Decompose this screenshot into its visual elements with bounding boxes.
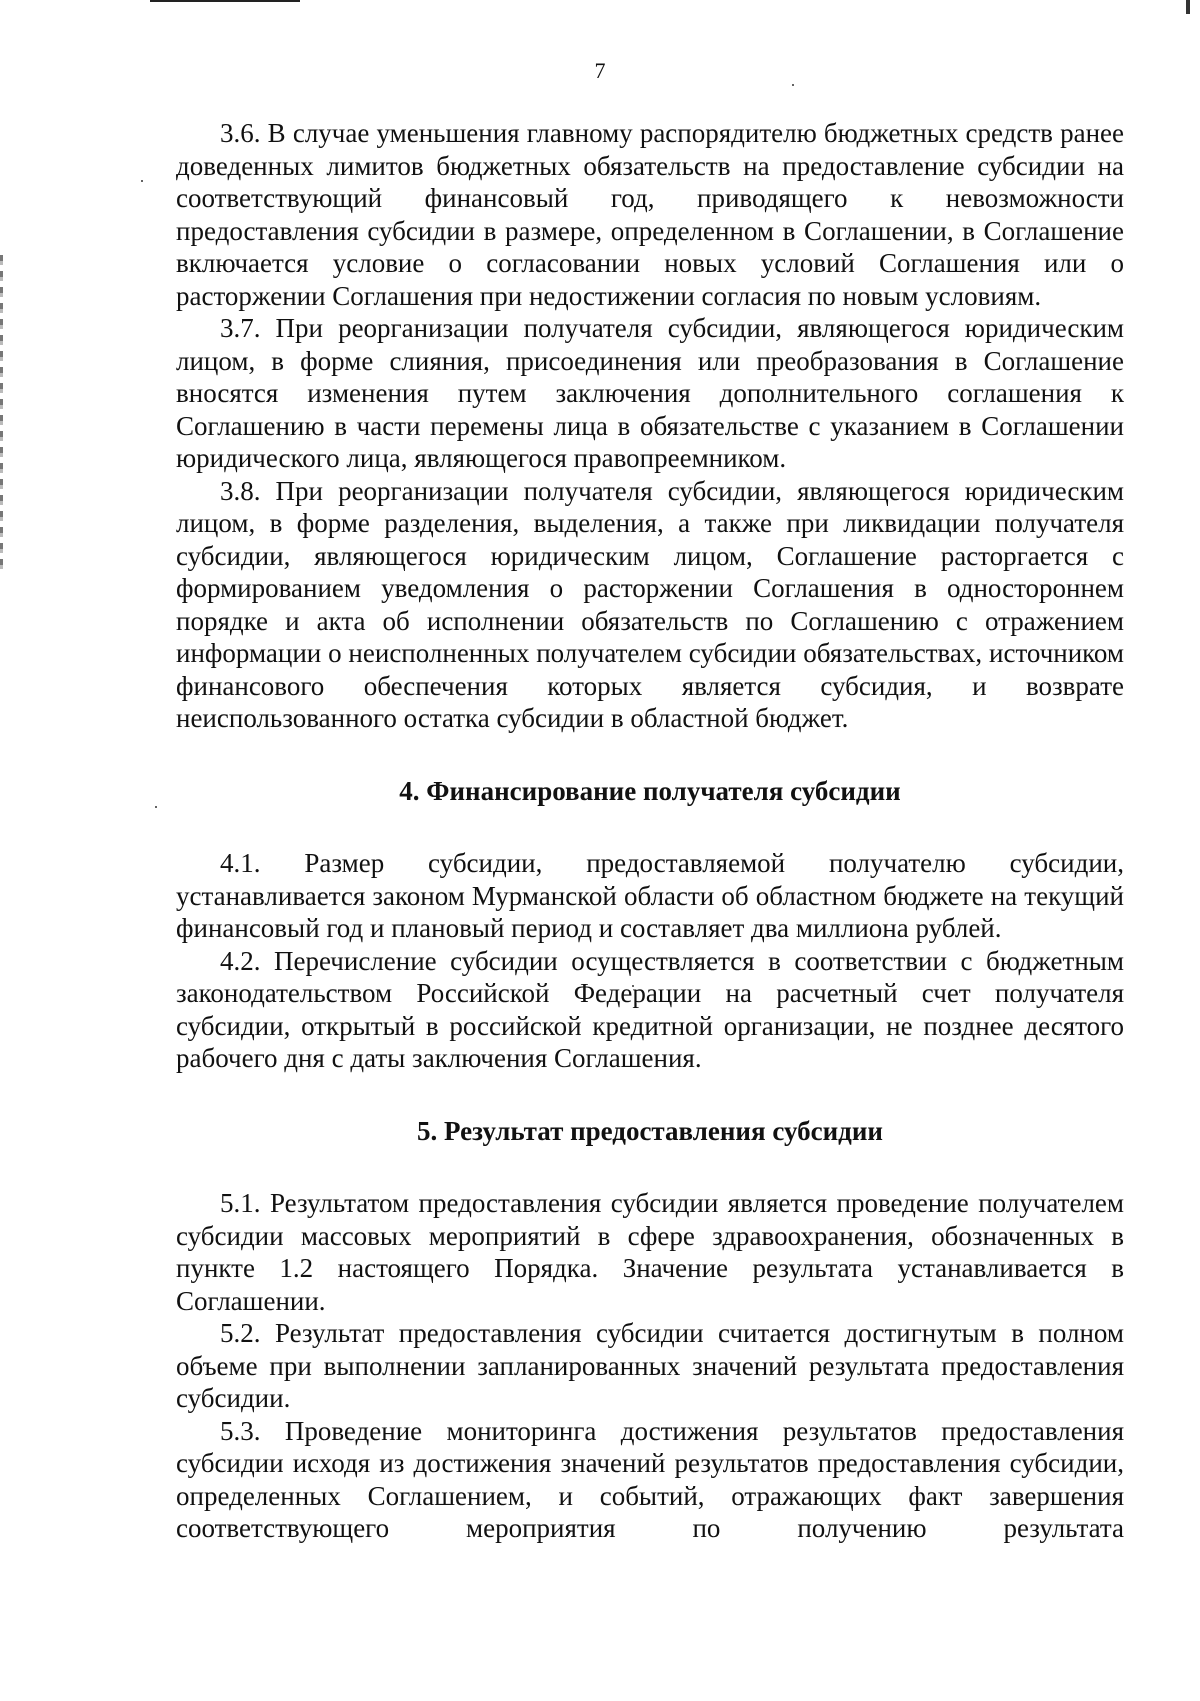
section-heading-4: 4. Финансирование получателя субсидии	[399, 775, 901, 806]
page-number: 7	[594, 58, 606, 83]
document-body	[176, 117, 1124, 1545]
scan-speck	[141, 180, 143, 182]
scan-speck	[792, 84, 794, 86]
paragraph-4-1: 4.1. Размер субсидии, предоставляемой получателю субсидии, устанавливается законом Мурманской области об областном бюджете на текущий финансовый год и плановый период и составляет два миллиона рублей.	[176, 848, 1124, 943]
paragraph-3-7: 3.7. При реорганизации получателя субсидии, являющегося юридическим лицом, в форме слияния, присоединения или преобразования в Соглашение вносятся изменения путем заключения дополнительного соглашения к Соглашению в части перемены лица в обязательстве с указанием в Соглашении юридического лица, являющегося правопреемником.	[176, 313, 1124, 473]
paragraph-5-1: 5.1. Результатом предоставления субсидии является проведение получателем субсидии массовых мероприятий в сфере здравоохранения, обозначенных в пункте 1.2 настоящего Порядка. Значение результата устанавливается в Соглашении.	[176, 1188, 1124, 1316]
scan-left-edge	[0, 255, 3, 575]
paragraph-5-3: 5.3. Проведение мониторинга достижения результатов предоставления субсидии исходя из достижения значений результатов предоставления субсидии, определенных Соглашением, и событий, отражающих факт завершения соответствующего мероприятия по получению результата	[176, 1415, 1124, 1543]
scan-corner-mark	[1186, 0, 1190, 14]
section-heading-5: 5. Результат предоставления субсидии	[417, 1115, 883, 1146]
scan-speck	[155, 806, 157, 808]
paragraph-5-2: 5.2. Результат предоставления субсидии считается достигнутым в полном объеме при выполнении запланированных значений результата предоставления субсидии.	[176, 1318, 1124, 1413]
paragraph-3-8: 3.8. При реорганизации получателя субсидии, являющегося юридическим лицом, в форме разделения, выделения, а также при ликвидации получателя субсидии, являющегося юридическим лицом, Соглашение расторгается с формированием уведомления о расторжении Соглашения в одностороннем порядке и акта об исполнении обязательств по Соглашению с отражением информации о неисполненных получателем субсидии обязательствах, источником финансового обеспечения которых является субсидия, и возврате неиспользованного остатка субсидии в областной бюджет.	[176, 475, 1124, 733]
paragraph-4-2: 4.2. Перечисление субсидии осуществляется в соответствии с бюджетным законодательством Российской Федерации на расчетный счет получателя субсидии, открытый в российской кредитной организации, не позднее десятого рабочего дня с даты заключения Соглашения.	[176, 945, 1124, 1073]
scan-top-rule	[150, 0, 300, 2]
paragraph-3-6: 3.6. В случае уменьшения главному распорядителю бюджетных средств ранее доведенных лимитов бюджетных обязательств на предоставление субсидии на соответствующий финансовый год, приводящего к невозможности предоставления субсидии в размере, определенном в Соглашении, в Соглашение включается условие о согласовании новых условий Соглашения или о расторжении Соглашения при недостижении согласия по новым условиям.	[176, 118, 1124, 311]
